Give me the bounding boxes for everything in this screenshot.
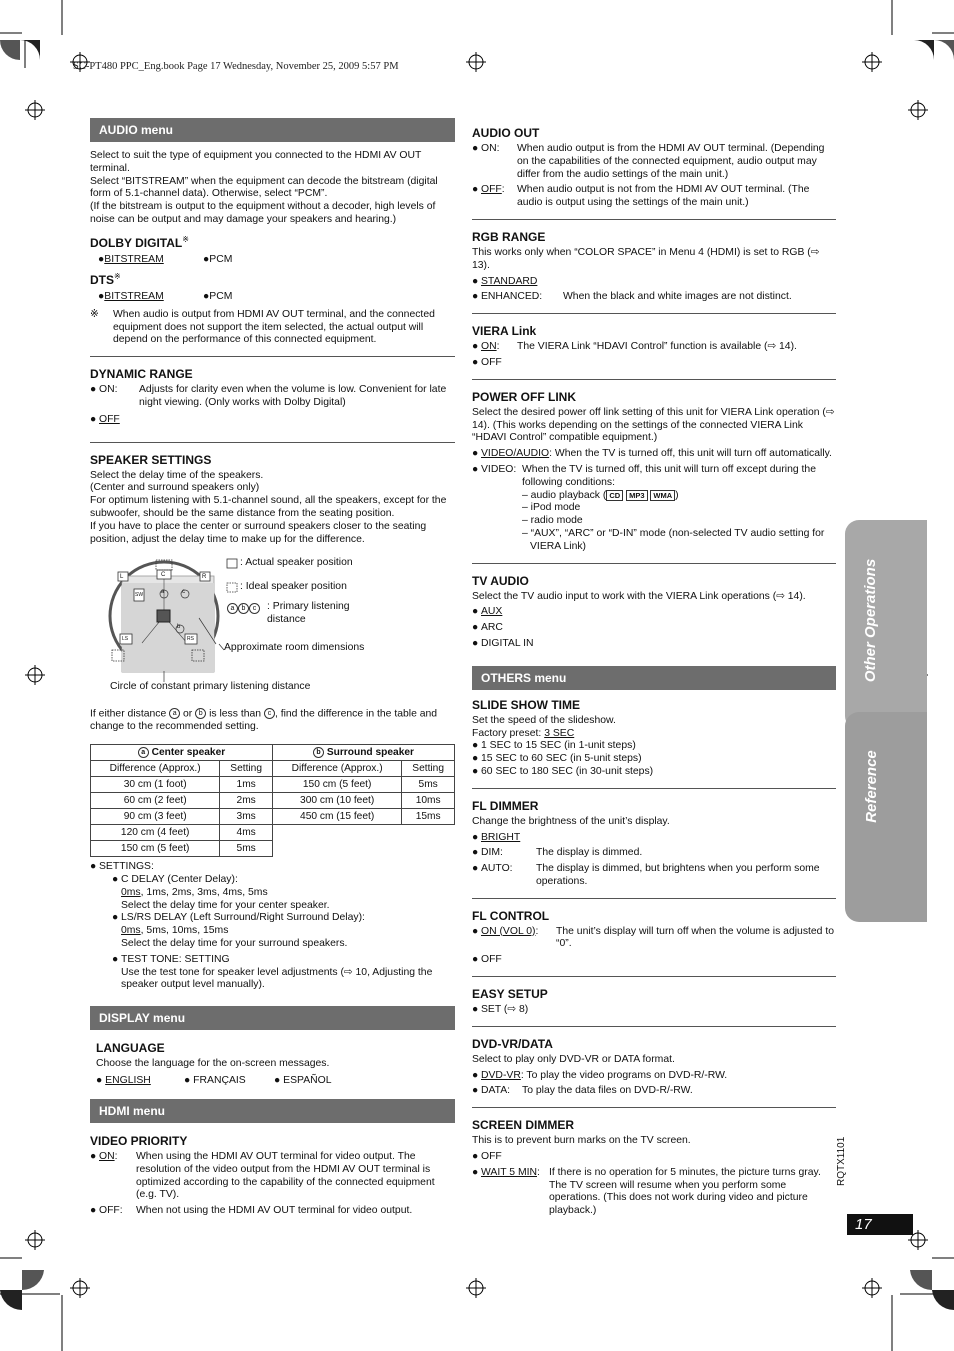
pol-cond-4: – “AUX”, “ARC” or “D-IN” mode (non-selected TV audio setting for VIERA Link)	[522, 527, 825, 552]
lsdelay-option[interactable]: ● LS/RS DELAY (Left Surround/Right Surround Delay):	[112, 912, 365, 924]
language-title: LANGUAGE	[96, 1041, 165, 1056]
viera-on-option[interactable]: ● ON: The VIERA Link “HDAVI Control” function is available (⇨ 14).	[472, 341, 797, 353]
legend-room: Approximate room dimensions	[224, 642, 365, 654]
dynamic-range-title: DYNAMIC RANGE	[90, 367, 193, 382]
ss-option-3[interactable]: ● 60 SEC to 180 SEC (in 30-unit steps)	[472, 765, 654, 777]
fl-dimmer-text: Change the brightness of the unit’s display.	[472, 815, 670, 827]
lsdelay-values: 0ms, 5ms, 10ms, 15ms	[121, 925, 229, 937]
screen-dimmer-text: This is to prevent burn marks on the TV screen.	[472, 1135, 691, 1147]
slide-show-title: SLIDE SHOW TIME	[472, 697, 580, 712]
dvd-vr-option[interactable]: ● DVD-VR : To play the video programs on DVD-R/-RW.	[472, 1069, 728, 1081]
dts-title: DTS※	[90, 271, 121, 287]
asterisk-note: ※ When audio is output from HDMI AV OUT terminal, and the connected equipment does not support the item selected, the actual output will depend on the performance of this connected equipment.	[90, 308, 435, 346]
label-C: C	[161, 572, 166, 579]
tva-arc-option[interactable]: ● ARC	[472, 622, 503, 634]
tv-audio-title: TV AUDIO	[472, 573, 529, 588]
table-subhead: Difference (Approx.)	[91, 761, 220, 777]
hdmi-menu-band: HDMI menu	[90, 1099, 455, 1123]
label-RS: RS	[187, 636, 194, 643]
rgb-text: This works only when “COLOR SPACE” in Menu 4 (HDMI) is set to RGB (⇨ 13).	[472, 246, 820, 271]
slide-show-text: Set the speed of the slideshow.	[472, 714, 616, 726]
audio-intro-2: Select “BITSTREAM” when the equipment can decode the bitstream (digital form of 5.1-channel data). Otherwise, select “PCM”.	[90, 175, 438, 200]
dvd-vr-data-title: DVD-VR/DATA	[472, 1036, 553, 1051]
easy-setup-title: EASY SETUP	[472, 987, 548, 1002]
table-subhead: Setting	[402, 761, 455, 777]
lsdelay-desc: Select the delay time for your surround speakers.	[121, 937, 348, 949]
cdelay-option[interactable]: ● C DELAY (Center Delay):	[112, 873, 238, 885]
pol-cond-2: – iPod mode	[522, 502, 581, 514]
option-pcm[interactable]: ●PCM	[203, 253, 233, 265]
ss-option-2[interactable]: ● 15 SEC to 60 SEC (in 5-unit steps)	[472, 753, 642, 765]
dolby-options	[98, 253, 455, 266]
delay-table	[90, 744, 455, 857]
right-column	[472, 118, 836, 1237]
flc-off-option[interactable]: ● OFF	[472, 954, 502, 966]
pol-text: Select the desired power off link setting of this unit for VIERA Link operation (⇨ 14). (This works depending on the settings of the connected VIERA Link “HDAVI Control” compatible equipment.)	[472, 406, 835, 444]
table-row: 30 cm (1 foot) 1ms 150 cm (5 feet) 5ms	[91, 777, 455, 793]
fld-bright-option[interactable]: ● BRIGHT	[472, 831, 521, 843]
table-row: 150 cm (5 feet) 5ms	[91, 841, 455, 857]
audio-out-title: AUDIO OUT	[472, 126, 540, 140]
ss-text-3: For optimum listening with 5.1-channel sound, all the speakers, except for the subwoofer, should be the same distance from the seating position.	[90, 495, 447, 519]
legend-ideal: : Ideal speaker position	[240, 581, 347, 593]
tva-aux-option[interactable]: ● AUX	[472, 606, 503, 618]
ao-off-option[interactable]: ● OFF: When audio output is not from the HDMI AV OUT terminal. (The audio is output using the settings of the main unit.)	[472, 184, 810, 209]
language-text: Choose the language for the on-screen messages.	[96, 1058, 330, 1070]
dr-on-option[interactable]: ● ON: Adjusts for clarity even when the volume is low. Convenient for late night viewing. (Only works with Dolby Digital)	[90, 384, 447, 408]
doc-code: RQTX1101	[836, 1136, 847, 1186]
others-menu-band: OTHERS menu	[472, 666, 836, 690]
label-a: a	[161, 589, 165, 596]
pol-video-audio-option[interactable]: ● VIDEO/AUDIO : When the TV is turned off, this unit will turn off automatically.	[472, 448, 832, 460]
table-subhead: Setting	[220, 761, 273, 777]
sd-wait-option[interactable]: ● WAIT 5 MIN: If there is no operation for 5 minutes, the picture turns gray. The TV screen will resume when you perform some operations. (This does not work during video and picture playback.)	[472, 1166, 821, 1217]
vp-on-option[interactable]: ● ON: When using the HDMI AV OUT terminal for video output. The resolution of the video output from the HDMI AV OUT terminal is optimized according to the capability of the connected equipment (e.g. TV).	[90, 1150, 435, 1201]
audio-intro-3: (If the bitstream is output to the equipment without a decoder, high levels of noise can be output and may damage your speakers and hearing.)	[90, 201, 436, 225]
settings-label: ● SETTINGS:	[90, 861, 154, 873]
option-english[interactable]: ● ENGLISH	[96, 1074, 151, 1086]
sd-off-option[interactable]: ● OFF	[472, 1151, 502, 1163]
option-espanol[interactable]: ● ESPAÑOL	[274, 1074, 332, 1086]
label-R: R	[202, 574, 207, 581]
screen-dimmer-title: SCREEN DIMMER	[472, 1118, 575, 1133]
ss-option-1[interactable]: ● 1 SEC to 15 SEC (in 1-unit steps)	[472, 740, 636, 752]
legend-circle: Circle of constant primary listening distance	[110, 681, 311, 693]
table-row: 120 cm (4 feet) 4ms	[91, 825, 455, 841]
side-tab-label: Other Operations	[862, 558, 880, 683]
dr-off-option[interactable]: ● OFF	[90, 413, 120, 425]
table-row: 90 cm (3 feet) 3ms 450 cm (15 feet) 15ms	[91, 809, 455, 825]
tv-audio-text: Select the TV audio input to work with the VIERA Link operations (⇨ 14).	[472, 590, 806, 602]
legend-abc: : Primary listening distance	[267, 601, 350, 626]
pol-cond-1: – audio playback ( CD MP3 WMA )	[522, 489, 679, 501]
label-c: c	[182, 589, 185, 596]
pol-video-option[interactable]: ● VIDEO: When the TV is turned off, this unit will turn off except during the following conditions:	[472, 463, 816, 488]
option-bitstream[interactable]: ●BITSTREAM	[98, 253, 164, 265]
ao-on-option[interactable]: ● ON: When audio output is from the HDMI AV OUT terminal. (Depending on the capabilities of the connected equipment, audio output may differ from the audio settings of the main unit.)	[472, 143, 825, 180]
fl-control-title: FL CONTROL	[472, 908, 550, 923]
label-b: b	[177, 624, 181, 631]
viera-off-option[interactable]: ● OFF	[472, 356, 502, 368]
table-subhead: Difference (Approx.)	[272, 761, 401, 777]
label-SW: SW	[135, 592, 144, 599]
label-LS: LS	[122, 636, 129, 643]
display-menu-band: DISPLAY menu	[90, 1006, 455, 1030]
rgb-enhanced-option[interactable]: ● ENHANCED: When the black and white images are not distinct.	[472, 291, 792, 303]
left-column	[90, 118, 455, 1218]
dolby-title: DOLBY DIGITAL※	[90, 234, 189, 250]
rgb-range-title: RGB RANGE	[472, 229, 546, 244]
legend-actual: : Actual speaker position	[240, 557, 353, 569]
slide-show-preset: Factory preset: 3 SEC	[472, 727, 575, 739]
option-pcm[interactable]: ●PCM	[203, 290, 233, 302]
speaker-diagram	[90, 546, 455, 708]
speaker-settings-title: SPEAKER SETTINGS	[90, 452, 212, 467]
page-header: SC-PT480 PPC_Eng.book Page 17 Wednesday, November 25, 2009 5:57 PM	[73, 61, 399, 72]
dvd-text: Select to play only DVD-VR or DATA format.	[472, 1053, 675, 1065]
option-bitstream[interactable]: ●BITSTREAM	[98, 290, 164, 302]
table-head-center: a Center speaker	[91, 745, 273, 761]
if-distance-text: If either distance a or b is less than c , find the difference in the table and change to the recommended setting.	[90, 708, 438, 733]
video-priority-title: VIDEO PRIORITY	[90, 1133, 188, 1148]
flc-on-option[interactable]: ● ON (VOL 0): The unit’s display will turn off when the volume is adjusted to “0”.	[472, 925, 835, 950]
fld-auto-option[interactable]: ● AUTO: The display is dimmed, but brightens when you perform some operations.	[472, 863, 820, 887]
power-off-link-title: POWER OFF LINK	[472, 389, 576, 404]
table-row: 60 cm (2 feet) 2ms 300 cm (10 feet) 10ms	[91, 793, 455, 809]
option-francais[interactable]: ● FRANÇAIS	[184, 1074, 246, 1086]
fl-dimmer-title: FL DIMMER	[472, 798, 539, 813]
table-head-surround: b Surround speaker	[272, 745, 454, 761]
side-tab-reference	[845, 712, 927, 922]
tva-din-option[interactable]: ● DIGITAL IN	[472, 637, 534, 649]
ss-text-1: Select the delay time of the speakers.	[90, 469, 264, 481]
dvd-data-option[interactable]: ● DATA: To play the data files on DVD-R/-RW.	[472, 1085, 693, 1097]
audio-menu-band: AUDIO menu	[90, 118, 455, 142]
testtone-desc: Use the test tone for speaker level adjustments (⇨ 10, Adjusting the speaker output level manually).	[121, 966, 433, 991]
cdelay-values: 0ms, 1ms, 2ms, 3ms, 4ms, 5ms	[121, 886, 268, 898]
viera-link-title: VIERA Link	[472, 324, 537, 339]
testtone-option[interactable]: ● TEST TONE: SETTING	[112, 953, 230, 965]
audio-intro-1: Select to suit the type of equipment you connected to the HDMI AV OUT terminal.	[90, 150, 422, 174]
side-tab-label: Reference	[862, 750, 880, 823]
ss-text-4: If you have to place the center or surround speakers closer to the seating position, adjust the delay time to make up for the difference.	[90, 520, 427, 545]
label-L: L	[120, 574, 124, 581]
legend-abc-icons: a b c	[227, 599, 260, 617]
es-set-option[interactable]: ● SET (⇨ 8)	[472, 1004, 529, 1016]
side-tab-other-operations	[845, 520, 927, 730]
pol-cond-3: – radio mode	[522, 515, 583, 527]
vp-off-option[interactable]: ● OFF: When not using the HDMI AV OUT terminal for video output.	[90, 1205, 413, 1217]
dts-options	[98, 290, 455, 303]
page-number: 17	[847, 1214, 913, 1235]
ss-text-2: (Center and surround speakers only)	[90, 482, 260, 494]
fld-dim-option[interactable]: ● DIM: The display is dimmed.	[472, 847, 643, 859]
cdelay-desc: Select the delay time for your center speaker.	[121, 899, 330, 911]
rgb-standard-option[interactable]: ● STANDARD	[472, 275, 538, 287]
